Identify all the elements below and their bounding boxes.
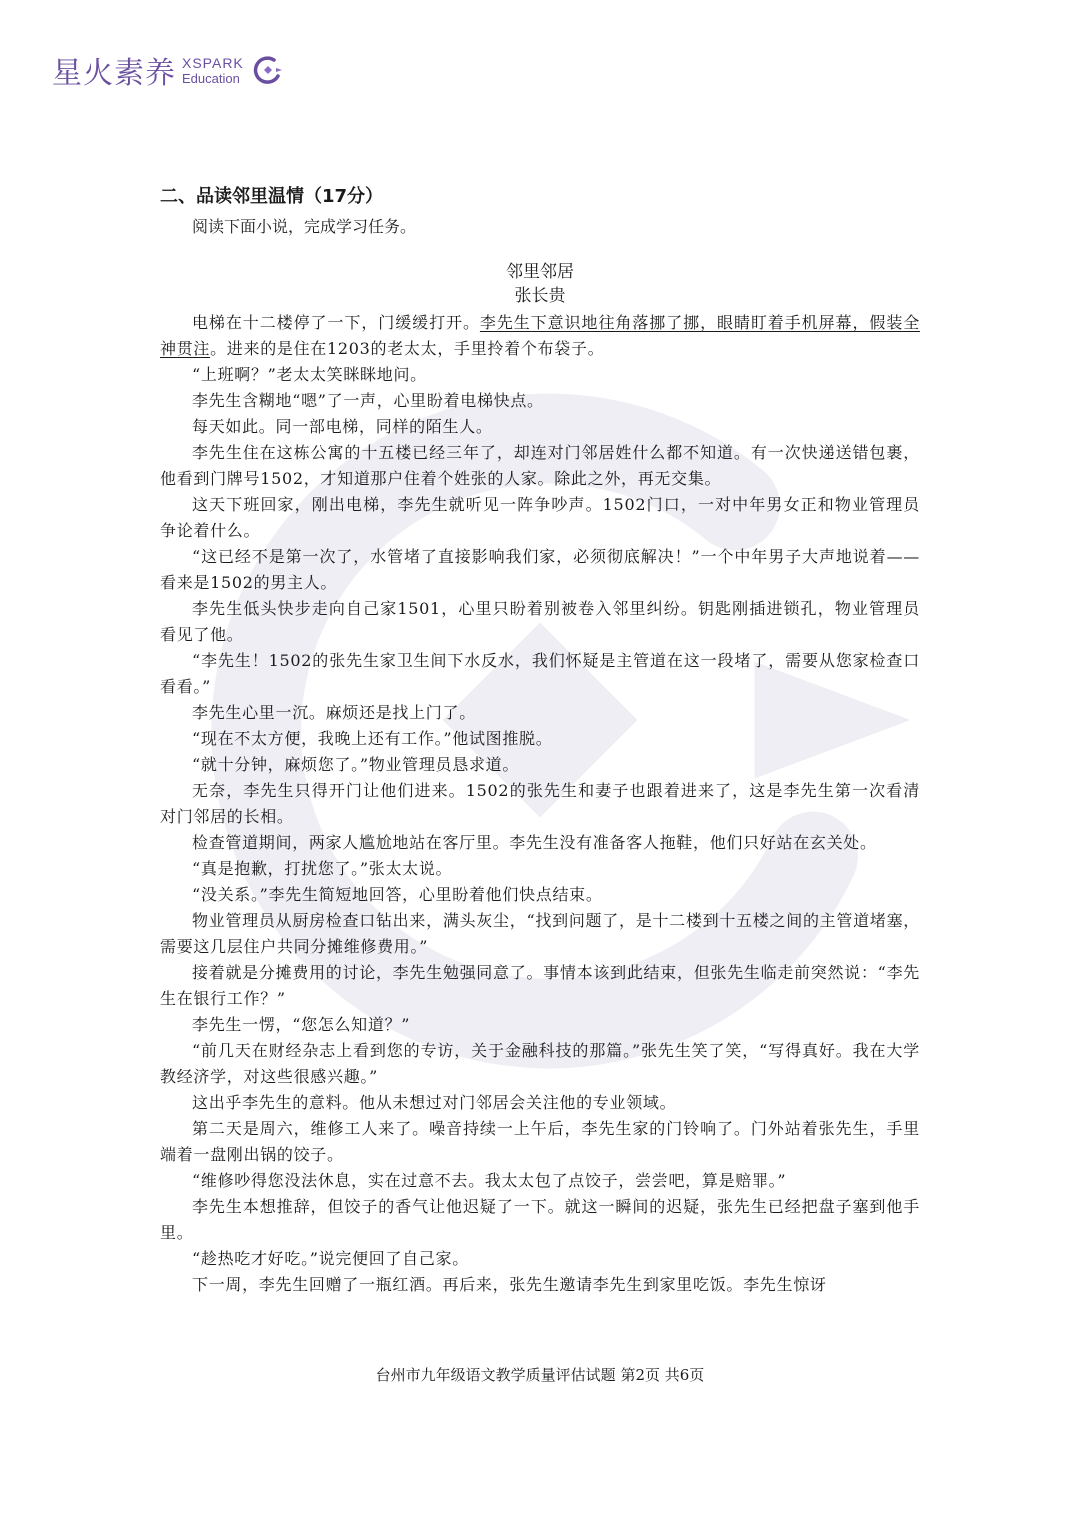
- p1-text-before: 电梯在十二楼停了一下，门缓缓打开。: [192, 313, 480, 332]
- logo-english-text: [182, 56, 244, 85]
- story-title: 邻里邻居: [506, 262, 574, 282]
- story-paragraph: “李先生！1502的张先生家卫生间下水反水，我们怀疑是主管道在这一段堵了，需要从您家检查口看看。”: [160, 651, 920, 696]
- story-paragraph: 李先生一愣，“您怎么知道？”: [192, 1015, 411, 1034]
- story-paragraph: “这已经不是第一次了，水管堵了直接影响我们家，必须彻底解决！”一个中年男子大声地说着——看来是1502的男主人。: [160, 547, 920, 592]
- story-paragraph: 李先生心里一沉。麻烦还是找上门了。: [192, 703, 476, 722]
- document-body: [160, 184, 920, 1298]
- logo-en-line1: XSPARK: [182, 54, 244, 71]
- story-paragraph: “维修吵得您没法休息，实在过意不去。我太太包了点饺子，尝尝吧，算是赔罪。”: [192, 1171, 787, 1190]
- page-footer: 台州市九年级语文教学质量评估试题 第2页 共6页: [375, 1366, 705, 1384]
- story-paragraph: 接着就是分摊费用的讨论，李先生勉强同意了。事情本该到此结束，但张先生临走前突然说：“李先生在银行工作？”: [160, 963, 920, 1008]
- story-paragraph: 李先生本想推辞，但饺子的香气让他迟疑了一下。就这一瞬间的迟疑，张先生已经把盘子塞到他手里。: [160, 1197, 920, 1242]
- story-paragraph: 每天如此。同一部电梯，同样的陌生人。: [192, 417, 493, 436]
- underlined-sentence: 李先生下意识地往角落挪了挪，眼睛盯着手机屏幕，假装全神贯注: [160, 313, 920, 358]
- story-paragraph: “趁热吃才好吃。”说完便回了自己家。: [192, 1249, 469, 1268]
- story-paragraph: 李先生低头快步走向自己家1501，心里只盼着别被卷入邻里纠纷。钥匙刚插进锁孔，物业管理员看见了他。: [160, 599, 920, 644]
- section-title: 二、品读邻里温情（17分）: [160, 186, 384, 207]
- story-paragraph: 这天下班回家，刚出电梯，李先生就听见一阵争吵声。1502门口，一对中年男女正和物业管理员争论着什么。: [160, 495, 920, 540]
- brand-logo: [52, 50, 284, 90]
- p1-text-after: 。进来的是住在1203的老太太，手里拎着个布袋子。: [210, 339, 605, 358]
- story-paragraph-1: [160, 310, 920, 362]
- story-paragraph: 第二天是周六，维修工人来了。噪音持续一上午后，李先生家的门铃响了。门外站着张先生，手里端着一盘刚出锅的饺子。: [160, 1119, 920, 1164]
- story-paragraph: 物业管理员从厨房检查口钻出来，满头灰尘，“找到问题了，是十二楼到十五楼之间的主管道堵塞，需要这几层住户共同分摊维修费用。”: [160, 911, 920, 956]
- section-intro: 阅读下面小说，完成学习任务。: [192, 217, 417, 236]
- story-paragraph: 检查管道期间，两家人尴尬地站在客厅里。李先生没有准备客人拖鞋，他们只好站在玄关处。: [192, 833, 877, 852]
- story-paragraph: 李先生住在这栋公寓的十五楼已经三年了，却连对门邻居姓什么都不知道。有一次快递送错包裹，他看到门牌号1502，才知道那户住着个姓张的人家。除此之外，再无交集。: [160, 443, 920, 488]
- story-paragraph: “上班啊？”老太太笑眯眯地问。: [192, 365, 427, 384]
- logo-en-line2: Education: [182, 70, 240, 86]
- story-paragraph: 无奈，李先生只得开门让他们进来。1502的张先生和妻子也跟着进来了，这是李先生第一次看清对门邻居的长相。: [160, 781, 920, 826]
- story-author: 张长贵: [514, 286, 566, 306]
- story-paragraph: 李先生含糊地“嗯”了一声，心里盼着电梯快点。: [192, 391, 544, 410]
- logo-chinese-text: 星火素养: [52, 56, 176, 91]
- story-paragraph: 下一周，李先生回赠了一瓶红酒。再后来，张先生邀请李先生到家里吃饭。李先生惊讶: [192, 1275, 827, 1294]
- story-paragraph: 这出乎李先生的意料。他从未想过对门邻居会关注他的专业领域。: [192, 1093, 677, 1112]
- story-paragraph: “真是抱歉，打扰您了。”张太太说。: [192, 859, 453, 878]
- story-paragraph: “前几天在财经杂志上看到您的专访，关于金融科技的那篇。”张先生笑了笑，“写得真好。我在大学教经济学，对这些很感兴趣。”: [160, 1041, 920, 1086]
- story-paragraph: “就十分钟，麻烦您了。”物业管理员恳求道。: [192, 755, 520, 774]
- story-paragraph: “现在不太方便，我晚上还有工作。”他试图推脱。: [192, 729, 553, 748]
- story-paragraph: “没关系。”李先生简短地回答，心里盼着他们快点结束。: [192, 885, 603, 904]
- xspark-logo-icon: [248, 52, 284, 88]
